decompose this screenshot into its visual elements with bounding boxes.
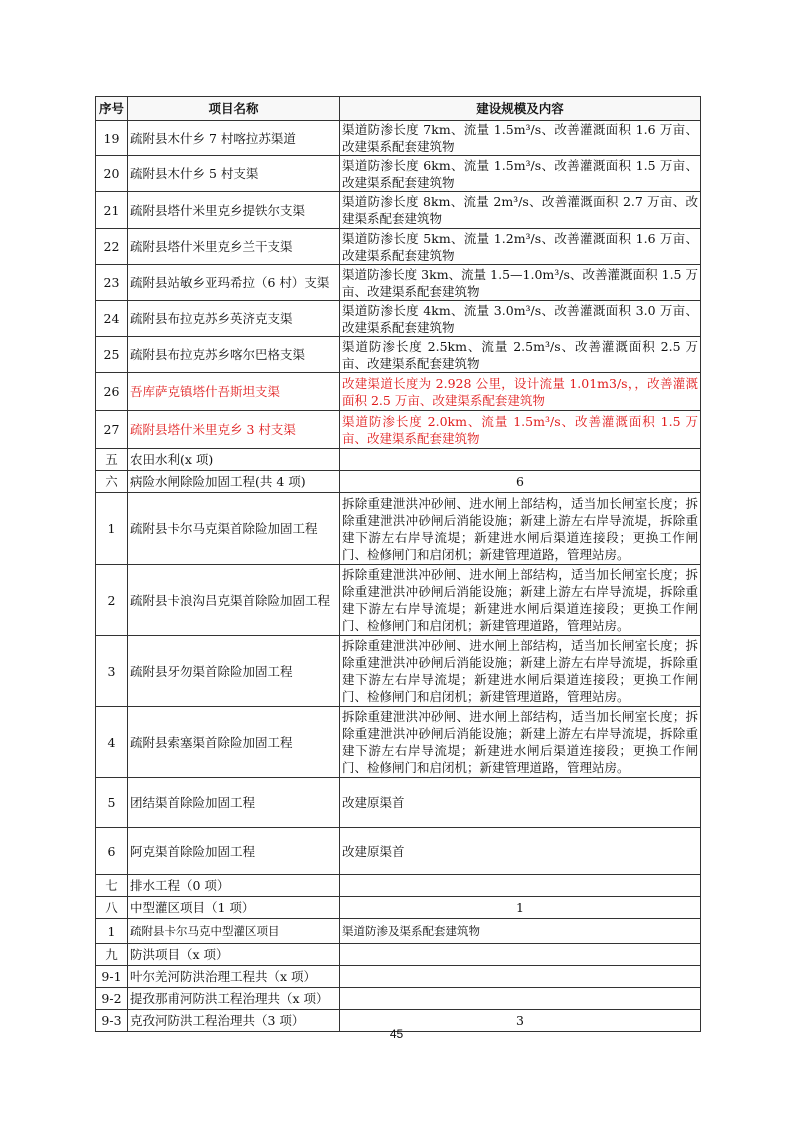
page-number: 45	[389, 1027, 404, 1041]
row-project-name: 疏附县木什乡 7 村喀拉苏渠道	[128, 121, 340, 156]
table-row	[96, 156, 701, 192]
row-number: 27	[96, 411, 128, 449]
row-content: 改建原渠首	[340, 828, 701, 875]
row-content: 渠道防渗长度 3km、流量 1.5—1.0m³/s、改善灌溉面积 1.5 万亩、改建渠系配套建筑物	[340, 265, 701, 301]
section-number: 七	[96, 875, 128, 897]
row-number: 1	[96, 493, 128, 565]
section-count: 1	[340, 897, 701, 919]
section-count	[340, 449, 701, 471]
section-number: 八	[96, 897, 128, 919]
section-number: 9-2	[96, 988, 128, 1010]
row-content: 拆除重建泄洪冲砂闸、进水闸上部结构，适当加长闸室长度；拆除重建泄洪冲砂闸后消能设施；新建上游左右岸导流堤，拆除重建下游左右岸导流堤；新建进水闸后渠道连接段；更换工作闸门、检修闸门和启闭机；新建管理道路，管理站房。	[340, 565, 701, 636]
section-count: 6	[340, 471, 701, 493]
row-project-name: 疏附县站敏乡亚玛希拉（6 村）支渠	[128, 265, 340, 301]
section-title: 克孜河防洪工程治理共（3 项）	[128, 1010, 340, 1032]
row-project-name: 疏附县塔什米里克乡 3 村支渠	[128, 411, 340, 449]
table-header-row	[96, 97, 701, 121]
section-title: 病险水闸除险加固工程(共 4 项)	[128, 471, 340, 493]
row-content: 渠道防渗长度 6km、流量 1.5m³/s、改善灌溉面积 1.5 万亩、改建渠系配套建筑物	[340, 156, 701, 192]
row-content: 改建原渠首	[340, 778, 701, 828]
row-content: 改建渠道长度为 2.928 公里，设计流量 1.01m3/s，，改善灌溉面积 2.5 万亩、改建渠系配套建筑物	[340, 373, 701, 411]
row-number: 22	[96, 229, 128, 265]
section-title: 农田水利(x 项)	[128, 449, 340, 471]
table-row	[96, 828, 701, 875]
row-project-name: 疏附县牙勿渠首除险加固工程	[128, 636, 340, 707]
row-number: 19	[96, 121, 128, 156]
section-title: 叶尔羌河防洪治理工程共（x 项）	[128, 966, 340, 988]
section-row	[96, 875, 701, 897]
section-count: 3	[340, 1010, 701, 1032]
table-row	[96, 337, 701, 373]
header-scale-content: 建设规模及内容	[340, 97, 701, 121]
row-content: 渠道防渗长度 5km、流量 1.2m³/s、改善灌溉面积 1.6 万亩、改建渠系配套建筑物	[340, 229, 701, 265]
row-content: 渠道防渗长度 7km、流量 1.5m³/s、改善灌溉面积 1.6 万亩、改建渠系配套建筑物	[340, 121, 701, 156]
table-row	[96, 707, 701, 778]
row-project-name: 疏附县塔什米里克乡提铁尔支渠	[128, 192, 340, 229]
row-number: 25	[96, 337, 128, 373]
table-row	[96, 265, 701, 301]
row-number: 20	[96, 156, 128, 192]
table-row	[96, 493, 701, 565]
row-content: 渠道防渗长度 2.0km、流量 1.5m³/s、改善灌溉面积 1.5 万亩、改建渠系配套建筑物	[340, 411, 701, 449]
section-number: 五	[96, 449, 128, 471]
row-number: 2	[96, 565, 128, 636]
row-project-name: 吾库萨克镇塔什吾斯坦支渠	[128, 373, 340, 411]
row-project-name: 疏附县布拉克苏乡喀尔巴格支渠	[128, 337, 340, 373]
row-number: 6	[96, 828, 128, 875]
section-title: 提孜那甫河防洪工程治理共（x 项）	[128, 988, 340, 1010]
table-row	[96, 373, 701, 411]
section-title: 排水工程（0 项）	[128, 875, 340, 897]
row-project-name: 疏附县木什乡 5 村支渠	[128, 156, 340, 192]
row-content: 拆除重建泄洪冲砂闸、进水闸上部结构，适当加长闸室长度；拆除重建泄洪冲砂闸后消能设施；新建上游左右岸导流堤，拆除重建下游左右岸导流堤；新建进水闸后渠道连接段；更换工作闸门、检修闸门和启闭机；新建管理道路，管理站房。	[340, 493, 701, 565]
section-row	[96, 471, 701, 493]
row-content: 渠道防渗长度 8km、流量 2m³/s、改善灌溉面积 2.7 万亩、改建渠系配套建筑物	[340, 192, 701, 229]
row-number: 3	[96, 636, 128, 707]
row-project-name: 疏附县塔什米里克乡兰干支渠	[128, 229, 340, 265]
table-row	[96, 411, 701, 449]
section-number: 9-3	[96, 1010, 128, 1032]
project-table	[95, 96, 701, 1032]
row-content: 拆除重建泄洪冲砂闸、进水闸上部结构，适当加长闸室长度；拆除重建泄洪冲砂闸后消能设施；新建上游左右岸导流堤，拆除重建下游左右岸导流堤；新建进水闸后渠道连接段；更换工作闸门、检修闸门和启闭机；新建管理道路，管理站房。	[340, 707, 701, 778]
section-count	[340, 966, 701, 988]
table-row	[96, 778, 701, 828]
row-number: 21	[96, 192, 128, 229]
table-row	[96, 565, 701, 636]
section-row	[96, 897, 701, 919]
row-project-name: 疏附县索塞渠首除险加固工程	[128, 707, 340, 778]
row-number: 24	[96, 301, 128, 337]
table-row	[96, 301, 701, 337]
section-title: 中型灌区项目（1 项）	[128, 897, 340, 919]
section-row	[96, 449, 701, 471]
section-row	[96, 988, 701, 1010]
row-content: 渠道防渗及渠系配套建筑物	[340, 919, 701, 944]
header-project-name: 项目名称	[128, 97, 340, 121]
section-count	[340, 875, 701, 897]
section-number: 九	[96, 944, 128, 966]
section-number: 9-1	[96, 966, 128, 988]
row-project-name: 阿克渠首除险加固工程	[128, 828, 340, 875]
section-count	[340, 988, 701, 1010]
table-row	[96, 636, 701, 707]
section-row	[96, 966, 701, 988]
section-row	[96, 944, 701, 966]
table-row	[96, 192, 701, 229]
section-title: 防洪项目（x 项）	[128, 944, 340, 966]
section-number: 六	[96, 471, 128, 493]
row-project-name: 疏附县布拉克苏乡英济克支渠	[128, 301, 340, 337]
row-number: 5	[96, 778, 128, 828]
row-content: 渠道防渗长度 2.5km、流量 2.5m³/s、改善灌溉面积 2.5 万亩、改建渠系配套建筑物	[340, 337, 701, 373]
row-number: 23	[96, 265, 128, 301]
row-project-name: 疏附县卡尔马克中型灌区项目	[128, 919, 340, 944]
table-row	[96, 121, 701, 156]
row-number: 1	[96, 919, 128, 944]
row-number: 26	[96, 373, 128, 411]
table-row	[96, 919, 701, 944]
row-content: 渠道防渗长度 4km、流量 3.0m³/s、改善灌溉面积 3.0 万亩、改建渠系配套建筑物	[340, 301, 701, 337]
row-content: 拆除重建泄洪冲砂闸、进水闸上部结构，适当加长闸室长度；拆除重建泄洪冲砂闸后消能设施；新建上游左右岸导流堤，拆除重建下游左右岸导流堤；新建进水闸后渠道连接段；更换工作闸门、检修闸门和启闭机；新建管理道路，管理站房。	[340, 636, 701, 707]
table-row	[96, 229, 701, 265]
row-number: 4	[96, 707, 128, 778]
header-serial-number: 序号	[96, 97, 128, 121]
row-project-name: 疏附县卡浪沟吕克渠首除险加固工程	[128, 565, 340, 636]
row-project-name: 团结渠首除险加固工程	[128, 778, 340, 828]
row-project-name: 疏附县卡尔马克渠首除险加固工程	[128, 493, 340, 565]
section-count	[340, 944, 701, 966]
